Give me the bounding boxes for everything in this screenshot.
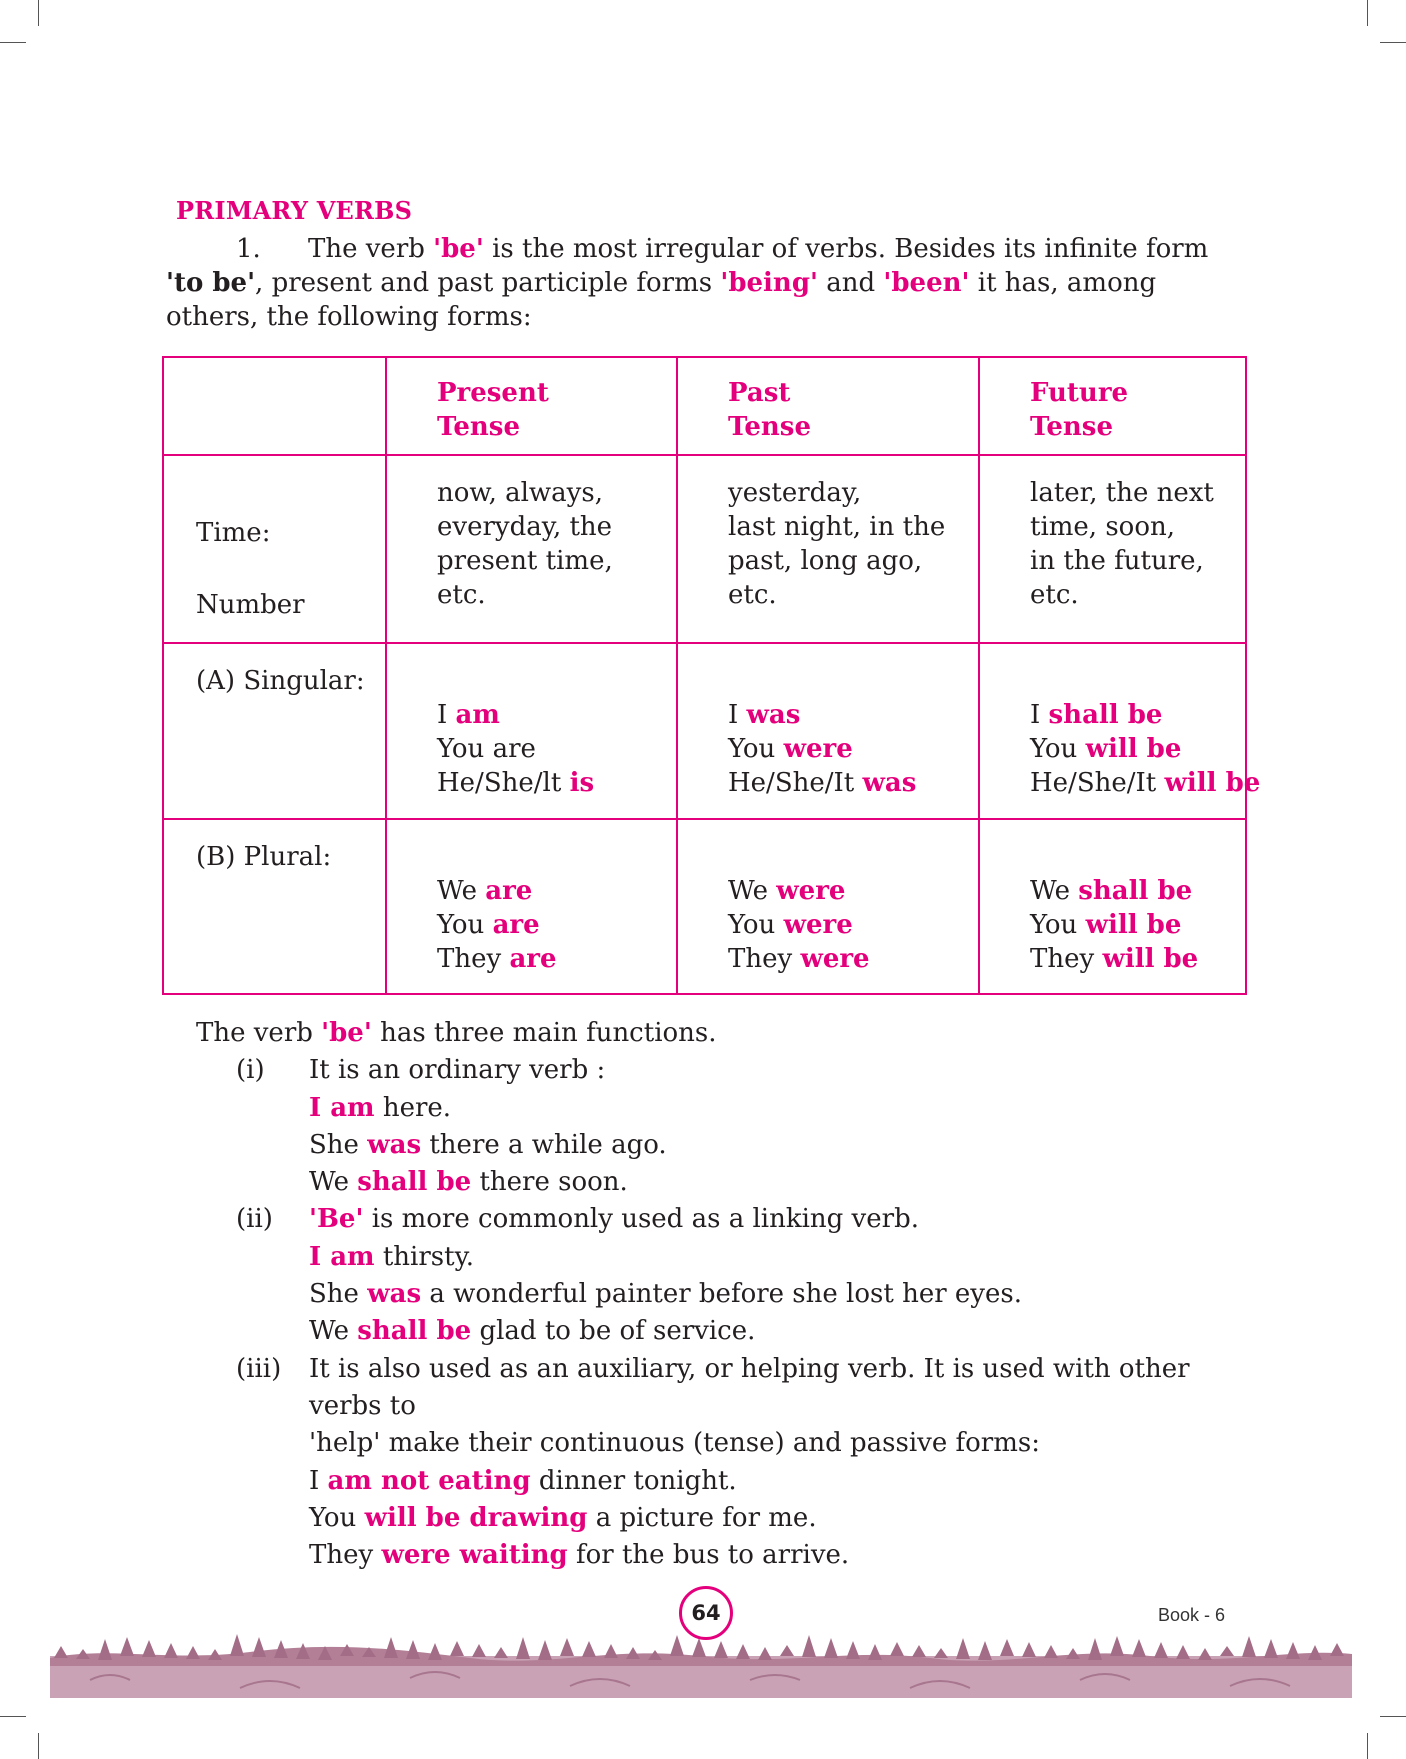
- time-line: last night, in the: [728, 512, 946, 542]
- tree-shape: [1044, 1645, 1058, 1658]
- intro-text: it has, among others, the following forms:: [166, 268, 1157, 332]
- intro-text: , present and past participle forms: [255, 268, 721, 298]
- plural-label: (B) Plural:: [196, 842, 332, 872]
- tree-shape: [670, 1635, 684, 1656]
- tree-shape: [1286, 1642, 1300, 1659]
- tree-shape: [1132, 1639, 1146, 1657]
- form-line: You will be: [1030, 910, 1182, 940]
- table-header-row: [163, 357, 1246, 455]
- crop-mark: [1380, 1716, 1406, 1717]
- time-future-cell: [979, 455, 1246, 643]
- form-line: You were: [728, 910, 853, 940]
- form-line: They were: [728, 944, 870, 974]
- tree-shape: [978, 1641, 992, 1660]
- tree-shape: [406, 1640, 420, 1659]
- function-item-iii: [196, 1351, 1248, 1463]
- time-line: in the future, etc.: [1030, 546, 1204, 610]
- tree-shape: [142, 1640, 156, 1657]
- tree-shape: [560, 1638, 574, 1656]
- header-past-tense: [677, 357, 979, 455]
- number-label: Number: [196, 590, 305, 620]
- tree-shape: [912, 1645, 926, 1657]
- example-sentence: She was a wonderful painter before she lost her eyes.: [309, 1279, 1022, 1310]
- tree-shape: [626, 1647, 640, 1659]
- crop-mark: [1367, 1733, 1368, 1759]
- form-line: You were: [728, 734, 853, 764]
- tree-shape: [714, 1641, 728, 1658]
- tree-shape: [1176, 1645, 1190, 1659]
- tree-shape: [758, 1647, 772, 1660]
- item-number: (iii): [236, 1353, 282, 1384]
- example-sentence: I am not eating dinner tonight.: [309, 1465, 737, 1496]
- tree-shape: [802, 1635, 816, 1657]
- form-line: We were: [728, 876, 846, 906]
- tree-shape: [54, 1646, 68, 1658]
- tree-shape: [428, 1643, 442, 1660]
- tree-shape: [516, 1637, 530, 1659]
- crop-mark: [1367, 0, 1368, 26]
- tree-shape: [780, 1645, 794, 1656]
- tree-shape: [1242, 1636, 1256, 1657]
- intro-paragraph: [166, 232, 1246, 334]
- item-number: (ii): [236, 1204, 273, 1235]
- example-sentence: I am here.: [309, 1092, 452, 1123]
- book-label: Book - 6: [1158, 1605, 1226, 1625]
- tree-shape: [208, 1649, 222, 1660]
- tree-shape: [1154, 1642, 1168, 1658]
- tree-shape: [384, 1637, 398, 1658]
- example-sentence: I am thirsty.: [309, 1241, 475, 1272]
- form-line: He/She/It will be: [1030, 768, 1261, 798]
- form-line: You are: [437, 734, 536, 764]
- tree-shape: [692, 1638, 706, 1657]
- time-line: yesterday,: [728, 478, 862, 508]
- tree-shape: [824, 1638, 838, 1658]
- tree-shape: [1088, 1638, 1102, 1660]
- time-line: later, the next: [1030, 478, 1214, 508]
- empty-header-cell: [163, 357, 386, 455]
- form-line: He/She/It was: [728, 768, 917, 798]
- example-sentence: They were waiting for the bus to arrive.: [309, 1540, 850, 1571]
- header-line: Tense: [728, 412, 811, 442]
- tree-shape: [1198, 1648, 1212, 1660]
- form-line: I was: [728, 700, 801, 730]
- singular-future-cell: [979, 643, 1261, 819]
- time-line: past, long ago, etc.: [728, 546, 923, 610]
- item-text: It is also used as an auxiliary, or helping verb. It is used with other verbs to 'help' make their continuous (tense) and passive forms:: [309, 1353, 1190, 1459]
- plural-past-cell: [677, 819, 979, 994]
- form-line: I am: [437, 700, 500, 730]
- tree-shape: [604, 1644, 618, 1658]
- header-line: Tense: [1030, 412, 1113, 442]
- tree-shape: [230, 1634, 244, 1656]
- page-number-badge: 64: [679, 1586, 733, 1640]
- term-be: 'be': [433, 234, 484, 264]
- item-text: 'Be' is more commonly used as a linking verb.: [309, 1204, 919, 1235]
- plural-future-cell: [979, 819, 1246, 994]
- tree-shape: [450, 1641, 464, 1656]
- function-item-ii: [196, 1201, 1248, 1238]
- plural-label-cell: [163, 819, 386, 994]
- term-to-be: 'to be': [166, 268, 256, 298]
- verb-forms-table: [162, 356, 1261, 995]
- time-line: present time, etc.: [437, 546, 613, 610]
- time-line: everyday, the: [437, 512, 613, 542]
- header-line: Present: [437, 378, 549, 408]
- function-item-i: [196, 1052, 1248, 1089]
- tree-shape: [120, 1637, 134, 1656]
- form-line: We are: [437, 876, 533, 906]
- singular-present-cell: [386, 643, 677, 819]
- example-sentence: She was there a while ago.: [309, 1129, 667, 1160]
- example-sentence: We shall be there soon.: [309, 1167, 628, 1198]
- tree-shape: [1000, 1639, 1014, 1656]
- form-line: They are: [437, 944, 557, 974]
- header-line: Future: [1030, 378, 1129, 408]
- header-future-tense: [979, 357, 1246, 455]
- tree-shape: [252, 1637, 266, 1657]
- form-line: We shall be: [1030, 876, 1193, 906]
- term-been: 'been': [883, 268, 970, 298]
- tree-shape: [1330, 1643, 1344, 1656]
- point-number: 1.: [236, 234, 261, 264]
- tree-shape: [736, 1644, 750, 1659]
- item-number: (i): [236, 1055, 265, 1086]
- table-row-plural: [163, 819, 1246, 994]
- tree-shape: [538, 1640, 552, 1660]
- intro-text: is the most irregular of verbs. Besides its infinite form: [483, 234, 1209, 264]
- time-line: time, soon,: [1030, 512, 1175, 542]
- tree-shape: [956, 1638, 970, 1659]
- time-line: now, always,: [437, 478, 603, 508]
- header-present-tense: [386, 357, 677, 455]
- crop-mark: [0, 1716, 26, 1717]
- form-line: I shall be: [1030, 700, 1163, 730]
- plural-present-cell: [386, 819, 677, 994]
- item-text: It is an ordinary verb :: [309, 1055, 606, 1086]
- tree-shape: [98, 1639, 112, 1660]
- crop-mark: [0, 42, 26, 43]
- intro-text: and: [817, 268, 884, 298]
- singular-label-cell: [163, 643, 386, 819]
- form-line: He/She/lt is: [437, 768, 595, 798]
- tree-shape: [494, 1647, 508, 1658]
- header-line: Past: [728, 378, 791, 408]
- form-line: They will be: [1030, 944, 1199, 974]
- crop-mark: [38, 0, 39, 26]
- tree-shape: [472, 1644, 486, 1657]
- term-being: 'being': [720, 268, 818, 298]
- time-number-label-cell: [163, 455, 386, 643]
- example-sentence: You will be drawing a picture for me.: [309, 1502, 817, 1533]
- functions-intro: The verb 'be' has three main functions.: [196, 1018, 717, 1048]
- tree-shape: [890, 1642, 904, 1656]
- singular-label: (A) Singular:: [196, 666, 365, 696]
- singular-past-cell: [677, 643, 979, 819]
- tree-shape: [1264, 1639, 1278, 1658]
- functions-section: [196, 1015, 1248, 1574]
- tree-shape: [582, 1641, 596, 1657]
- crop-mark: [1380, 42, 1406, 43]
- tree-shape: [1066, 1648, 1080, 1659]
- form-line: You will be: [1030, 734, 1182, 764]
- time-past-cell: [677, 455, 979, 643]
- table-row-singular: [163, 643, 1246, 819]
- table-row-time: [163, 455, 1246, 643]
- tree-shape: [1308, 1645, 1322, 1660]
- time-present-cell: [386, 455, 677, 643]
- example-sentence: We shall be glad to be of service.: [309, 1316, 756, 1347]
- tree-shape: [868, 1644, 882, 1660]
- tree-shape: [164, 1643, 178, 1658]
- header-line: Tense: [437, 412, 520, 442]
- page-heading: PRIMARY VERBS: [176, 196, 413, 225]
- intro-text: The verb: [308, 234, 434, 264]
- time-label: Time:: [196, 518, 271, 548]
- tree-shape: [186, 1646, 200, 1659]
- crop-mark: [38, 1733, 39, 1759]
- tree-shape: [846, 1641, 860, 1659]
- tree-shape: [1220, 1646, 1234, 1656]
- tree-shape: [1110, 1636, 1124, 1656]
- form-line: You are: [437, 910, 540, 940]
- tree-shape: [1022, 1642, 1036, 1657]
- tree-shape: [934, 1648, 948, 1658]
